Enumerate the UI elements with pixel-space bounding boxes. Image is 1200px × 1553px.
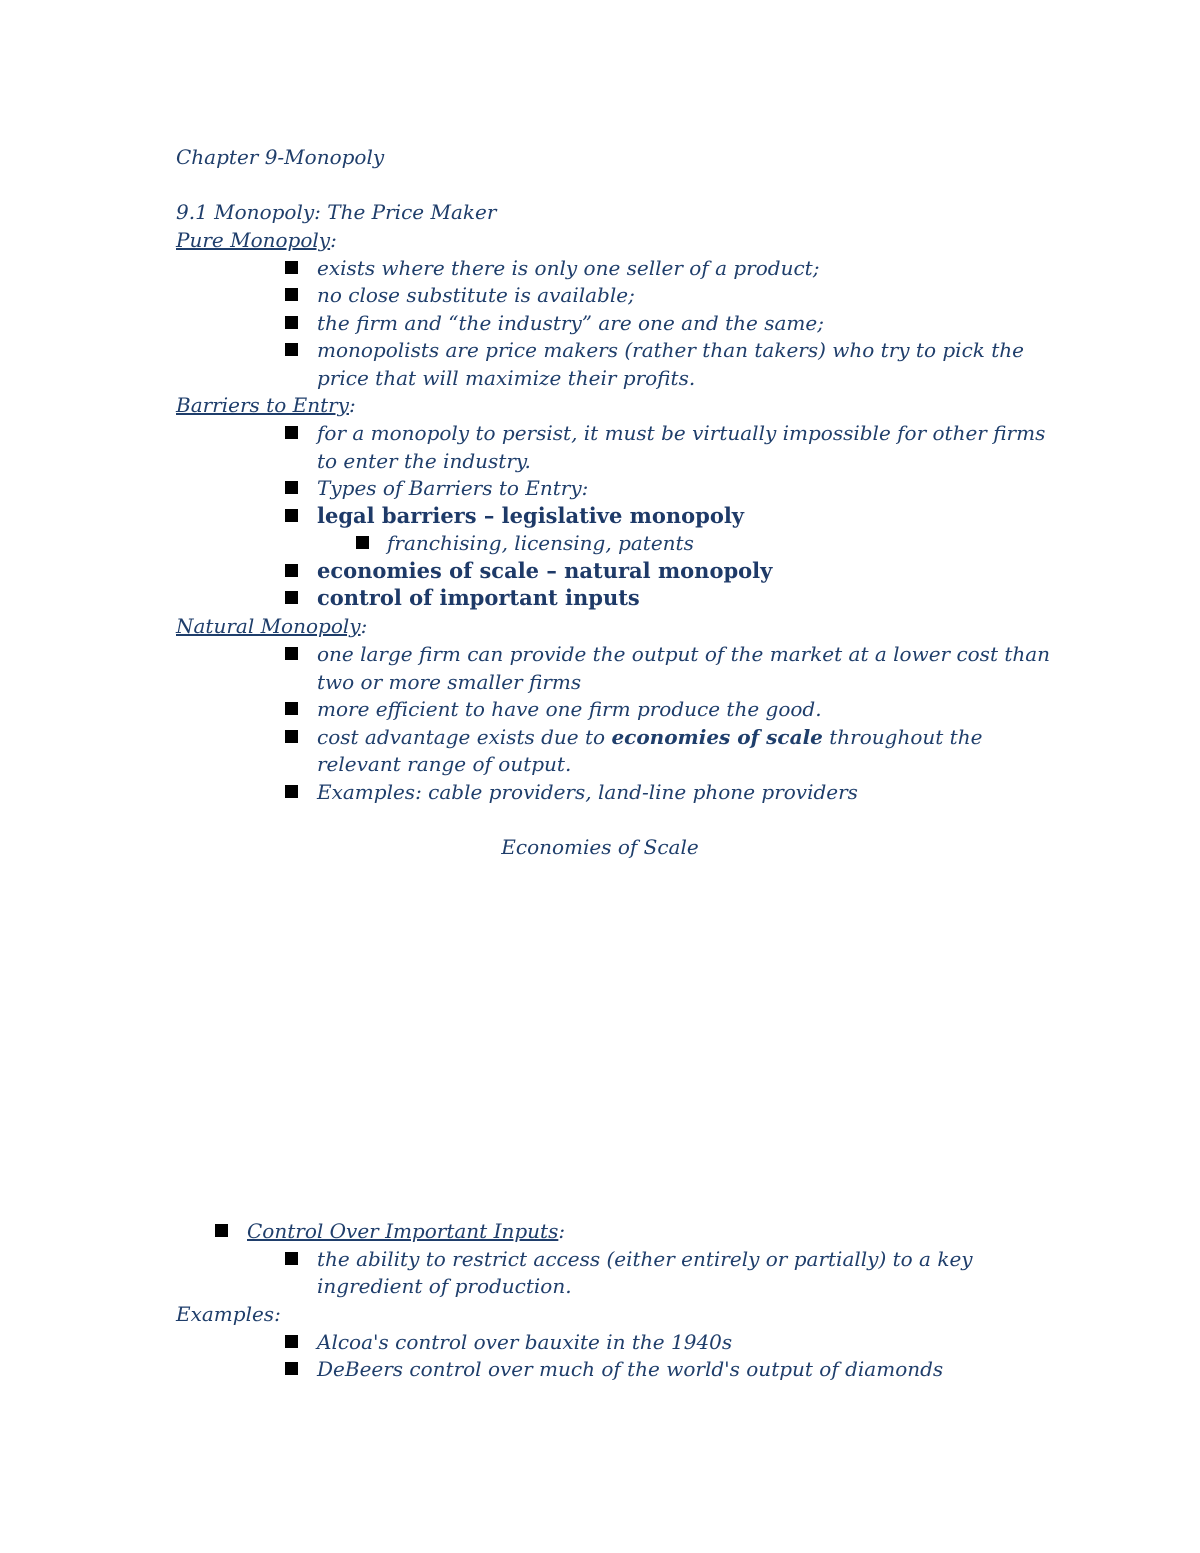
chapter-title: Chapter 9-Monopoly [176, 145, 385, 169]
list-item-continuation: price that will maximize their profits. [317, 366, 696, 390]
natural-monopoly-heading [176, 612, 367, 640]
pure-monopoly-heading-text: Pure Monopoly [176, 228, 331, 252]
bullet-square-icon [285, 1252, 298, 1265]
barriers-heading-text: Barriers to Entry [176, 393, 349, 417]
bullet-square-icon [285, 564, 298, 577]
natural-monopoly-heading-text: Natural Monopoly [176, 614, 361, 638]
list-item: the firm and “the industry” are one and the same; [317, 311, 824, 335]
list-item-continuation: to enter the industry. [317, 449, 531, 473]
bullet-square-icon [285, 426, 298, 439]
list-item: exists where there is only one seller of a product; [317, 256, 820, 280]
list-item: no close substitute is available; [317, 283, 635, 307]
list-item: Alcoa's control over bauxite in the 1940s [317, 1330, 733, 1354]
bullet-square-icon [285, 509, 298, 522]
list-item-text: cost advantage exists due to [317, 725, 612, 749]
bullet-square-icon [285, 591, 298, 604]
list-item-continuation: two or more smaller firms [317, 670, 582, 694]
section-title: 9.1 Monopoly: The Price Maker [176, 200, 497, 224]
sub-list-item: franchising, licensing, patents [387, 531, 694, 555]
list-item-text: throughout the [822, 725, 983, 749]
list-item: for a monopoly to persist, it must be virtually impossible for other firms [317, 421, 1046, 445]
economies-of-scale-caption: Economies of Scale [501, 835, 699, 859]
list-item: Examples: cable providers, land-line phone providers [317, 780, 858, 804]
bullet-square-icon [285, 261, 298, 274]
bullet-square-icon [285, 785, 298, 798]
bullet-square-icon [285, 730, 298, 743]
examples-heading: Examples: [176, 1302, 281, 1326]
list-item [317, 723, 982, 751]
list-item: one large firm can provide the output of the market at a lower cost than [317, 642, 1051, 666]
bullet-square-icon [285, 343, 298, 356]
list-item: the ability to restrict access (either entirely or partially) to a key [317, 1247, 973, 1271]
bullet-square-icon [285, 1335, 298, 1348]
list-item: Types of Barriers to Entry: [317, 476, 589, 500]
list-item: DeBeers control over much of the world's output of diamonds [317, 1357, 944, 1381]
barriers-colon: : [348, 393, 356, 417]
bullet-square-icon [285, 288, 298, 301]
bullet-square-icon [285, 647, 298, 660]
list-item-bold: economies of scale – natural monopoly [317, 558, 773, 583]
pure-monopoly-colon: : [330, 228, 337, 252]
control-inputs-heading [247, 1217, 565, 1245]
bullet-square-icon [285, 481, 298, 494]
bullet-square-icon [215, 1224, 228, 1237]
barriers-heading [176, 391, 356, 419]
bullet-square-icon [356, 536, 369, 549]
list-item-continuation: ingredient of production. [317, 1274, 572, 1298]
pure-monopoly-heading [176, 226, 337, 254]
list-item: more efficient to have one firm produce the good. [317, 697, 822, 721]
natural-monopoly-colon: : [360, 614, 368, 638]
list-item-bold: control of important inputs [317, 585, 640, 610]
list-item-continuation: relevant range of output. [317, 752, 572, 776]
bullet-square-icon [285, 1362, 298, 1375]
list-item-bold: legal barriers – legislative monopoly [317, 503, 745, 528]
bullet-square-icon [285, 316, 298, 329]
control-inputs-colon: : [558, 1219, 566, 1243]
bullet-square-icon [285, 702, 298, 715]
list-item-emphasis: economies of scale [611, 725, 823, 749]
control-inputs-heading-text: Control Over Important Inputs [247, 1219, 559, 1243]
list-item: monopolists are price makers (rather than takers) who try to pick the [317, 338, 1025, 362]
